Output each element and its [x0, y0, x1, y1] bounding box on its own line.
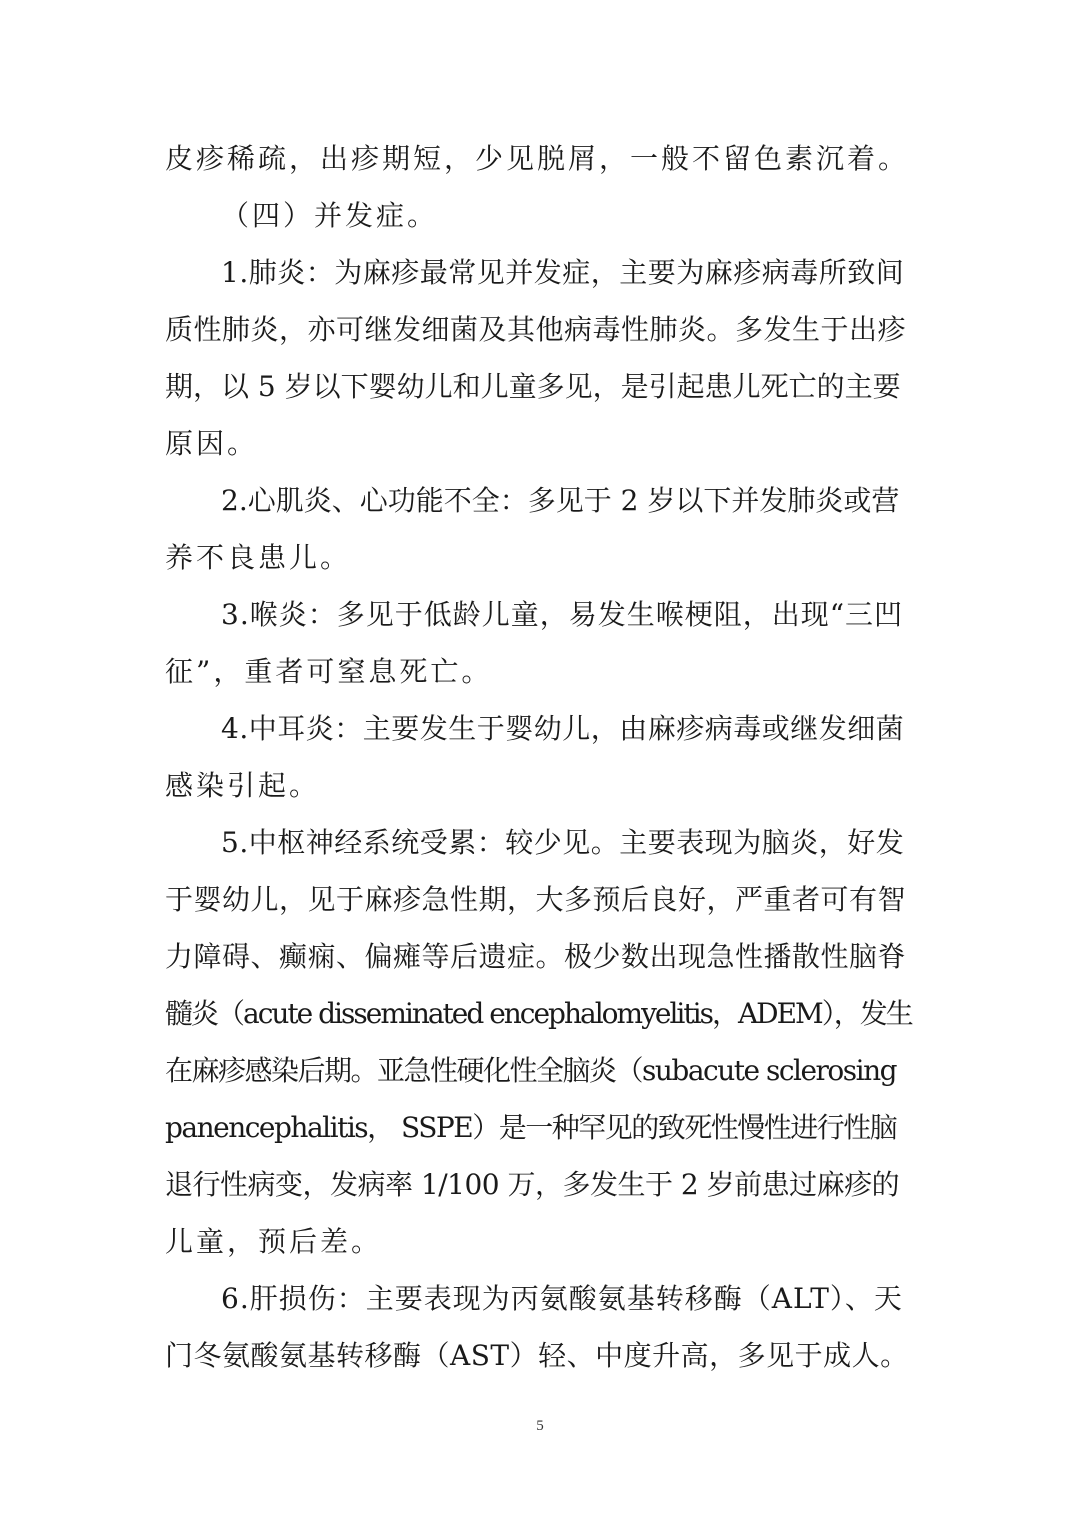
text-line: 2.心肌炎、心功能不全：多见于 2 岁以下并发肺炎或营	[221, 484, 900, 517]
text-line: 期，以 5 岁以下婴幼儿和儿童多见，是引起患儿死亡的主要	[165, 370, 901, 403]
text-line: 感染引起。	[165, 769, 321, 802]
text-line: 于婴幼儿，见于麻疹急性期，大多预后良好，严重者可有智	[165, 883, 907, 916]
text-line: 6.肝损伤：主要表现为丙氨酸氨基转移酶（ALT）、天	[221, 1282, 903, 1315]
text-line: 退行性病变，发病率 1/100 万，多发生于 2 岁前患过麻疹的	[165, 1168, 900, 1201]
text-line: 3.喉炎：多见于低龄儿童，易发生喉梗阻，出现“三凹	[221, 598, 904, 631]
text-line: 门冬氨酸氨基转移酶（AST）轻、中度升高，多见于成人。	[165, 1339, 909, 1372]
text-line: 征”，重者可窒息死亡。	[165, 655, 493, 688]
text-line: 5.中枢神经系统受累：较少见。主要表现为脑炎，好发	[221, 826, 905, 859]
text-line: 养不良患儿。	[165, 541, 352, 574]
text-line: 髓炎（acute disseminated encephalomyelitis，ADEM），发生	[165, 997, 912, 1030]
text-line: 儿童，预后差。	[165, 1225, 383, 1258]
text-line: 4.中耳炎：主要发生于婴幼儿，由麻疹病毒或继发细菌	[221, 712, 905, 745]
text-line: 皮疹稀疏，出疹期短，少见脱屑，一般不留色素沉着。	[165, 142, 910, 175]
text-line: 在麻疹感染后期。亚急性硬化性全脑炎（subacute sclerosing	[165, 1054, 897, 1087]
section-heading: （四）并发症。	[221, 199, 439, 232]
text-line: 力障碍、癫痫、偏瘫等后遗症。极少数出现急性播散性脑脊	[165, 940, 907, 973]
text-line: 原因。	[165, 427, 259, 460]
text-line: 质性肺炎，亦可继发细菌及其他病毒性肺炎。多发生于出疹	[165, 313, 907, 346]
document-body	[165, 130, 910, 1384]
text-line: 1.肺炎：为麻疹最常见并发症，主要为麻疹病毒所致间	[221, 256, 905, 289]
text-line: panencephalitis， SSPE）是一种罕见的致死性慢性进行性脑	[165, 1111, 897, 1144]
page-number: 5	[536, 1418, 544, 1434]
